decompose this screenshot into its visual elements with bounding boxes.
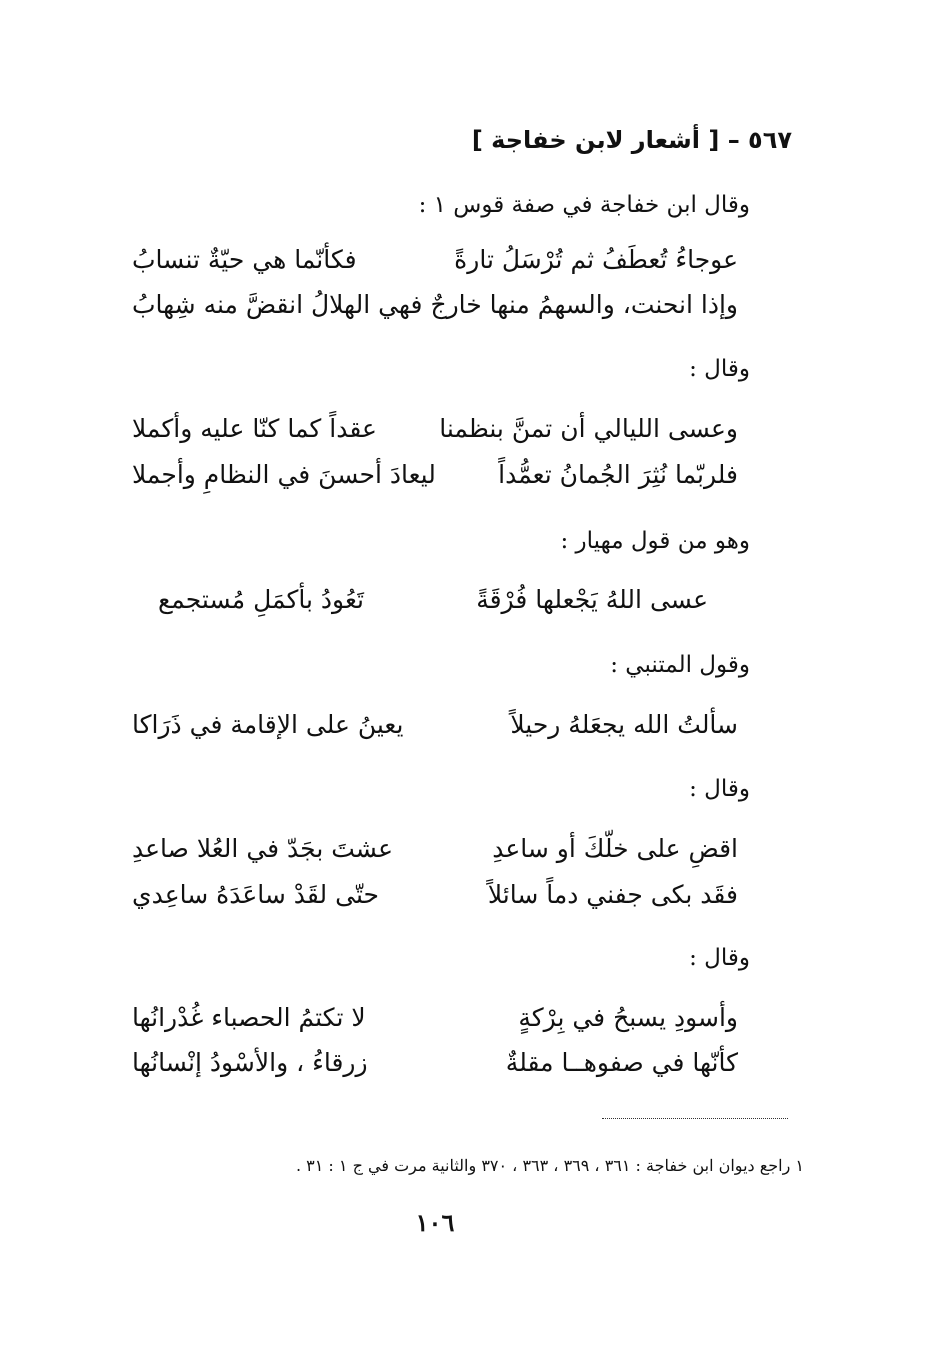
verse-line: [132, 414, 738, 458]
verse-first-hemistich: وعسى الليالي أن تمنَّ بنظمنا: [439, 414, 738, 443]
verse-second-hemistich: عشتَ بجَدّ في العُلا صاعدِ: [132, 834, 393, 863]
verse-line: [132, 834, 738, 878]
intro-line: وقال :: [689, 356, 750, 382]
verse-line: [132, 880, 738, 924]
verse-second-hemistich: لا تكتمُ الحصباء غُدْرانُها: [132, 1003, 366, 1032]
intro-line: وهو من قول مهيار :: [560, 528, 750, 554]
verse-line: [132, 460, 738, 504]
footnote: ١ راجع ديوان ابن خفاجة : ٣٦١ ، ٣٦٩ ، ٣٦٣ ، ٣٧٠ والثانية مرت في ج ١ : ٣١ .: [295, 1156, 804, 1175]
verse-line: [132, 1003, 738, 1047]
verse-second-hemistich: فهي الهلالُ انقضَّ منه شِهابُ: [132, 290, 423, 319]
verse-second-hemistich: حتّى لقَدْ ساعَدَهُ ساعِدي: [132, 880, 379, 909]
verse-second-hemistich: تَعُودُ بأكمَلِ مُستجمع: [158, 585, 364, 614]
verse-second-hemistich: ليعادَ أحسنَ في النظامِ وأجملا: [132, 460, 436, 489]
verse-second-hemistich: زرقاءُ ، والأسْودُ إنْسانُها: [132, 1048, 368, 1077]
verse-line: [132, 290, 738, 334]
verse-second-hemistich: عقداً كما كنّا عليه وأكملا: [132, 414, 377, 443]
verse-first-hemistich: كأنّها في صفوهــا مقلةٌ: [505, 1048, 738, 1077]
intro-line: وقال :: [689, 945, 750, 971]
verse-first-hemistich: فقَد بكى جفني دماً سائلاً: [487, 880, 738, 909]
verse-second-hemistich: فكأنّما هي حيّةٌ تنسابُ: [132, 245, 357, 274]
verse-first-hemistich: عسى اللهُ يَجْعلها فُرْقَةً: [476, 585, 708, 614]
footnote-divider: [602, 1118, 788, 1119]
verse-first-hemistich: اقضِ على خلّكَ أو ساعدِ: [492, 834, 738, 863]
verse-first-hemistich: عوجاءُ تُعطَفُ ثم تُرْسَلُ تارةً: [454, 245, 738, 274]
page-number: ١٠٦: [415, 1208, 455, 1237]
verse-first-hemistich: سألتُ الله يجعَلهُ رحيلاً: [510, 710, 738, 739]
verse-second-hemistich: يعينُ على الإقامة في ذَرَاكا: [132, 710, 404, 739]
verse-first-hemistich: وأسودِ يسبحُ في بِرْكةٍ: [518, 1003, 738, 1032]
verse-first-hemistich: وإذا انحنت، والسهمُ منها خارجٌ: [430, 290, 738, 319]
verse-first-hemistich: فلربّما نُثِرَ الجُمانُ تعمُّداً: [498, 460, 738, 489]
verse-line: [132, 710, 738, 754]
intro-line: وقول المتنبي :: [610, 652, 750, 678]
verse-line: [132, 245, 738, 289]
verse-line: [132, 1048, 738, 1092]
verse-line: [158, 585, 708, 629]
section-heading: ٥٦٧ – [ أشعار لابن خفاجة ]: [471, 126, 792, 154]
intro-line: وقال ابن خفاجة في صفة قوس ١ :: [418, 192, 750, 218]
intro-line: وقال :: [689, 776, 750, 802]
